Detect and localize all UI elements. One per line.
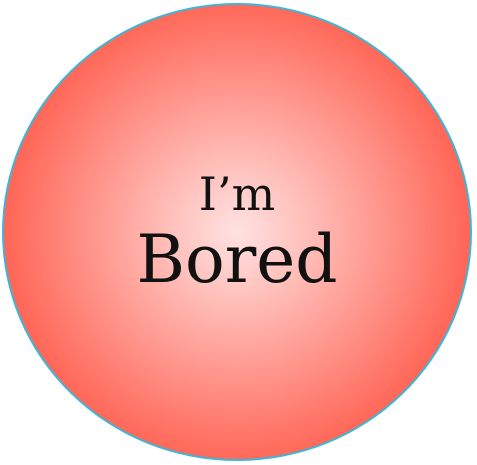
button-label-line-2: Bored <box>136 221 338 298</box>
im-bored-button[interactable] <box>2 3 472 461</box>
button-label-line-1: I’m <box>198 167 276 221</box>
